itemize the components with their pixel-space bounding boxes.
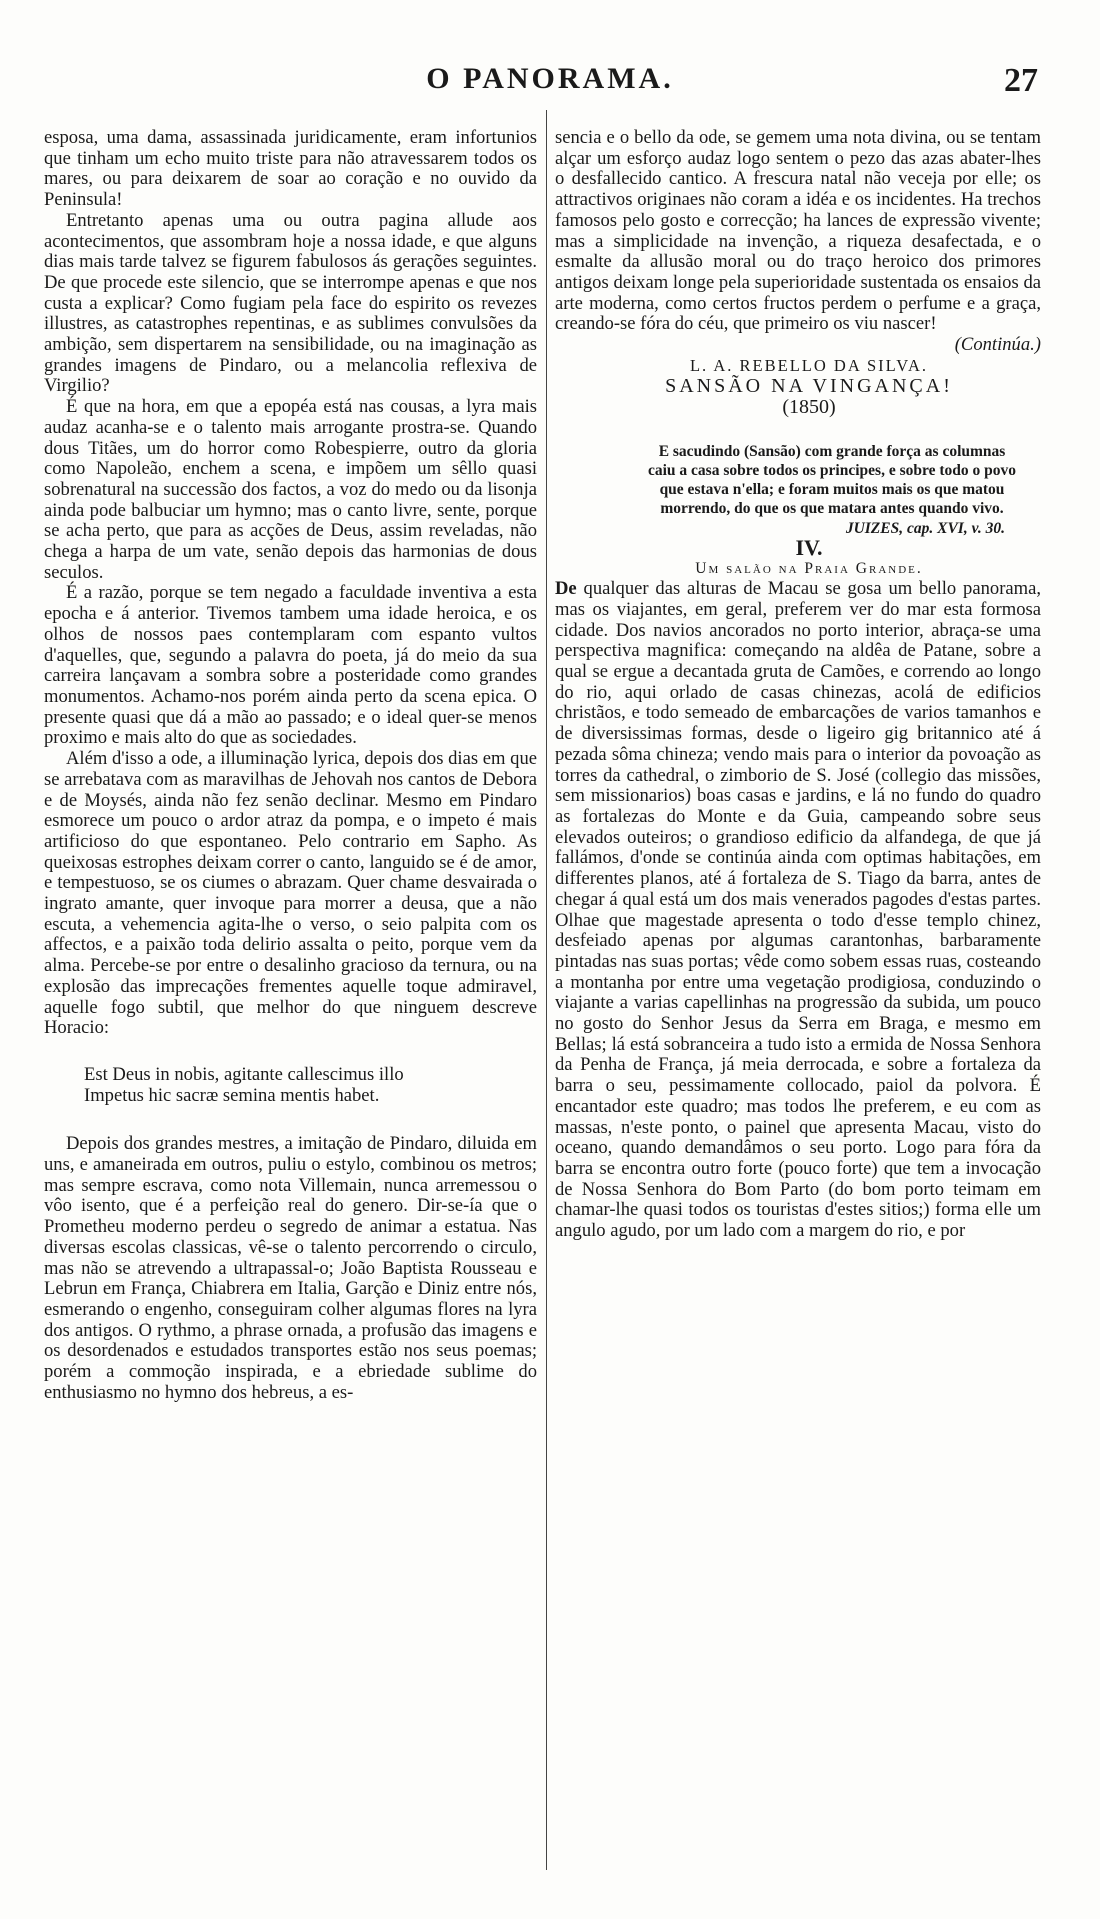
masthead-title: O PANORAMA. bbox=[426, 62, 674, 95]
paragraph: esposa, uma dama, assassinada juridicamente, eram infortunios que tinham um echo muito triste para não atravessarem todos os mares, ou para deixarem de soar ao coração e no ouvido da Peninsula! bbox=[44, 127, 537, 211]
epigraph-source: JUIZES, cap. XVI, v. 30. bbox=[845, 519, 1005, 537]
left-column bbox=[44, 128, 537, 1403]
chapter-subtitle: Um salão na Praia Grande. bbox=[695, 559, 923, 577]
epigraph-text: E sacudindo (Sansão) com grande força as columnas caiu a casa sobre todos os principes, e sobre todo o povo que estava n'ella; e foram muitos mais os que matou morrendo, do que os que matara antes quando vivo. bbox=[647, 442, 1016, 517]
column-divider bbox=[546, 110, 547, 1870]
chapter-number: IV. bbox=[795, 534, 823, 560]
epigraph bbox=[647, 442, 1017, 538]
page-header bbox=[0, 62, 1100, 106]
right-column bbox=[555, 128, 1041, 1242]
story-title: SANSÃO NA VINGANÇA! bbox=[665, 375, 953, 398]
paragraph: Entretanto apenas uma ou outra pagina allude aos acontecimentos, que assombram hoje a nossa idade, e que alguns dias mais tarde talvez se figurem fabulosos ás gerações seguintes. De que procede este silencio, que se interrompe apenas e que nos custa a explicar? Como fugiam pela face do espirito os revezes illustres, as catastrophes repentinas, e as sublimes convulsões da ambição, sem dispertarem na sensibilidade, ou na imaginação as grandes imagens de Pindaro, ou a melancolia reflexiva de Virgilio? bbox=[44, 209, 537, 397]
page-number: 27 bbox=[1004, 62, 1038, 99]
paragraph: Depois dos grandes mestres, a imitação de Pindaro, diluida em uns, e amaneirada em outros, puliu o estylo, combinou os metros; mas sempre escrava, como nota Villemain, nunca arremessou o vôo isento, que é a perfeição real do genero. Dir-se-ía que o Prometheu moderno perdeu o segredo de animar a estatua. Nas diversas escolas classicas, vê-se o talento percorrendo o circulo, mas não se atrevendo a ultrapassal-o; João Baptista Rousseau e Lebrun em França, Chiabrera em Italia, Garção e Diniz entre nós, esmerando o engenho, conseguiram colher algumas flores na lyra dos antigos. O rythmo, a phrase ornada, a profusão das imagens e os desordenados e estudados transportes estão nos seus poemas; porém a commoção inspirada, e a ebriedade sublime do enthusiasmo no hymno dos hebreus, a es- bbox=[44, 1133, 537, 1403]
continua-note: (Continúa.) bbox=[954, 334, 1041, 356]
latin-verse bbox=[84, 1065, 537, 1106]
paragraph: sencia e o bello da ode, se gemem uma nota divina, ou se tentam alçar um esforço audaz logo sentem o pezo das azas abater-lhes o desfallecido cantico. A frescura natal não veceja por elle; os attractivos originaes não coram a idéa e os incidentes. Ha trechos famosos pelo gosto e correcção; ha lances de expressão vivente; mas a simplicidade na invenção, a riqueza desafectada, e o esmalte da allusão moral ou do traço heroico dos primores antigos deixam longe pela superioridade sustentada os ensaios da arte moderna, como certos fructos perdem o perfume e a graça, creando-se fóra do céu, que primeiro os viu nascer! bbox=[555, 127, 1041, 335]
story-year: (1850) bbox=[782, 396, 836, 419]
paragraph-body: qualquer das alturas de Macau se gosa um bello panorama, mas os viajantes, em geral, preferem ver do mar esta formosa cidade. Dos navios ancorados no porto interior, abraça-se uma perspectiva magnifica: começando na aldêa de Patane, sobre a qual se ergue a decantada gruta de Camões, e correndo ao longo do rio, aqui orlado de casas chinezas, acolá de edificios christãos, e todo semeado de embarcações de varios tamanhos e de diversissimas formas, desde o ligeiro gig britannico até á pezada sôma chineza; vendo mais para o interior da povoação as torres da cathedral, o zimborio de S. José (collegio das missões, sem missionarios) boas casas e jardins, e lá no fundo do quadro as fortalezas do Monte e da Guia, campeando sobre seus elevados outeiros; o grandioso edificio da alfandega, de que já fallámos, d'onde se continúa ainda com optimas habitações, em differentes planos, até á fortaleza de S. Tiago da barra, antes de chegar á qual está um dos mais venerados pagodes d'estas partes. Olhae que magestade apresenta o todo d'esse templo chinez, desfeiado apenas por algumas carantonhas, barbaramente pintadas nas suas portas; vêde como sobem essas ruas, costeando a montanha por entre uma vegetação prodigiosa, conduzindo o viajante a varias capellinhas na progressão da subida, um pouco no gosto do Senhor Jesus da Serra em Braga, e mesmo em Bellas; lá está sobranceira a tudo isto a ermida de Nossa Senhora da Penha de França, já meia derrocada, e sobre a fortaleza da barra o seu, pessimamente collocado, paiol da polvora. É encantador este quadro; mas todos lhe preferem, e eu com as massas, n'este ponto, o painel que apresenta Macau, visto do oceano, quando demandâmos o seu porto. Logo para fóra da barra se encontra outro forte (pouco forte) que tem a invocação de Nossa Senhora do Bom Parto (do bom porto teimam em chamar-lhe quasi todos os touristas d'estes sitios;) forma elle um angulo agudo, por um lado com a margem do rio, e por bbox=[555, 578, 1041, 1242]
verse-line: Est Deus in nobis, agitante callescimus illo bbox=[84, 1063, 404, 1085]
paragraph: É que na hora, em que a epopéa está nas cousas, a lyra mais audaz acanha-se e o talento mais arrogante prostra-se. Quando dous Titães, um do horror como Robespierre, outro da gloria como Napoleão, enchem a scena, e impõem um sêllo quasi sobrenatural na successão dos factos, a voz do medo ou da lisonja ainda pode balbuciar um hymno; mas o canto livre, sente, porque se acha perto, que para as acções de Deus, assim reveladas, não chega a harpa de um vate, senão depois das harmonias de dous seculos. bbox=[44, 396, 537, 583]
author-signature: L. A. REBELLO DA SILVA. bbox=[689, 355, 929, 375]
verse-line: Impetus hic sacræ semina mentis habet. bbox=[84, 1084, 380, 1106]
paragraph: É a razão, porque se tem negado a faculdade inventiva a esta epocha e á anterior. Tivemos tambem uma idade heroica, e os olhos de nossos paes contemplaram com espanto vultos d'aquelles, que, segundo a palavra do poeta, já do meio da sua carreira lançavam a sombra sobre a posteridade como grandes monumentos. Achamo-nos porém ainda perto da scena epica. O presente quasi que dá a mão ao passado; e o ideal quer-se menos proximo e mais alto do que as sociedades. bbox=[44, 582, 537, 749]
drop-word: De bbox=[555, 578, 577, 600]
paragraph bbox=[555, 579, 1041, 1242]
paragraph: Além d'isso a ode, a illuminação lyrica, depois dos dias em que se arrebatava com as maravilhas de Jehovah nos cantos de Debora e de Moysés, ainda não fez senão declinar. Mesmo em Pindaro esmorece um pouco o ardor atraz da pompa, e o impeto é mais artificioso do que espontaneo. Pelo contrario em Sapho. As queixosas estrophes deixam correr o canto, languido se é de amor, e tempestuoso, se os ciumes o abrazam. Quer chame desvairada o ingrato amante, quer invoque para morrer a deusa, que a não escuta, a vehemencia agita-lhe o verso, o seio palpita com os affectos, e a paixão toda delirio assalta o peito, porque vem da alma. Percebe-se por entre o desalinho gracioso da ternura, ou na explosão das imprecações frementes aquelle toque admiravel, aquelle fogo subtil, que melhor do que ninguem descreve Horacio: bbox=[44, 748, 537, 1039]
